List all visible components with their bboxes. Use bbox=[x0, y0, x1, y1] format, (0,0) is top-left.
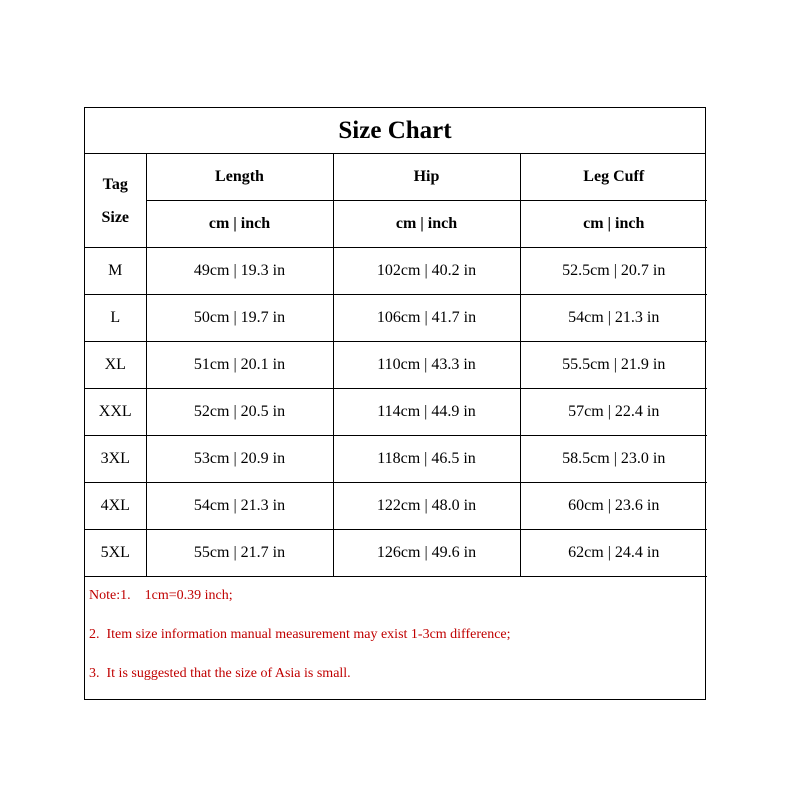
tag-size-header bbox=[85, 154, 146, 248]
unit-header-hip: cm | inch bbox=[333, 201, 520, 248]
hip-cell: 106cm | 41.7 in bbox=[333, 295, 520, 342]
length-cell: 50cm | 19.7 in bbox=[146, 295, 333, 342]
table-row bbox=[85, 436, 707, 483]
size-cell: M bbox=[85, 248, 146, 295]
length-cell: 49cm | 19.3 in bbox=[146, 248, 333, 295]
column-header-hip: Hip bbox=[333, 154, 520, 201]
tag-size-header-line1: Tag bbox=[102, 175, 128, 193]
table-row bbox=[85, 483, 707, 530]
table-row bbox=[85, 530, 707, 577]
size-cell: 5XL bbox=[85, 530, 146, 577]
unit-header-length: cm | inch bbox=[146, 201, 333, 248]
table-row bbox=[85, 389, 707, 436]
size-table bbox=[85, 154, 707, 577]
leg-cuff-cell: 52.5cm | 20.7 in bbox=[520, 248, 707, 295]
size-cell: 4XL bbox=[85, 483, 146, 530]
note-line: Note:1. 1cm=0.39 inch; bbox=[89, 588, 233, 603]
column-header-leg-cuff: Leg Cuff bbox=[520, 154, 707, 201]
leg-cuff-cell: 58.5cm | 23.0 in bbox=[520, 436, 707, 483]
leg-cuff-cell: 54cm | 21.3 in bbox=[520, 295, 707, 342]
length-cell: 53cm | 20.9 in bbox=[146, 436, 333, 483]
tag-size-header-line2: Size bbox=[101, 208, 130, 226]
size-cell: L bbox=[85, 295, 146, 342]
leg-cuff-cell: 60cm | 23.6 in bbox=[520, 483, 707, 530]
length-cell: 54cm | 21.3 in bbox=[146, 483, 333, 530]
size-cell: XXL bbox=[85, 389, 146, 436]
unit-header-leg-cuff: cm | inch bbox=[520, 201, 707, 248]
unit-row bbox=[85, 201, 707, 248]
size-chart bbox=[84, 107, 706, 700]
hip-cell: 114cm | 44.9 in bbox=[333, 389, 520, 436]
size-cell: XL bbox=[85, 342, 146, 389]
note-line: 3. It is suggested that the size of Asia is small. bbox=[89, 666, 351, 681]
hip-cell: 122cm | 48.0 in bbox=[333, 483, 520, 530]
hip-cell: 118cm | 46.5 in bbox=[333, 436, 520, 483]
length-cell: 51cm | 20.1 in bbox=[146, 342, 333, 389]
hip-cell: 110cm | 43.3 in bbox=[333, 342, 520, 389]
table-row bbox=[85, 295, 707, 342]
size-chart-title: Size Chart bbox=[85, 108, 705, 154]
header-row bbox=[85, 154, 707, 201]
leg-cuff-cell: 62cm | 24.4 in bbox=[520, 530, 707, 577]
note-line: 2. Item size information manual measurement may exist 1-3cm difference; bbox=[89, 627, 511, 642]
table-row bbox=[85, 248, 707, 295]
length-cell: 55cm | 21.7 in bbox=[146, 530, 333, 577]
table-row bbox=[85, 342, 707, 389]
notes-section bbox=[85, 577, 705, 704]
hip-cell: 126cm | 49.6 in bbox=[333, 530, 520, 577]
leg-cuff-cell: 55.5cm | 21.9 in bbox=[520, 342, 707, 389]
column-header-length: Length bbox=[146, 154, 333, 201]
hip-cell: 102cm | 40.2 in bbox=[333, 248, 520, 295]
size-cell: 3XL bbox=[85, 436, 146, 483]
length-cell: 52cm | 20.5 in bbox=[146, 389, 333, 436]
leg-cuff-cell: 57cm | 22.4 in bbox=[520, 389, 707, 436]
